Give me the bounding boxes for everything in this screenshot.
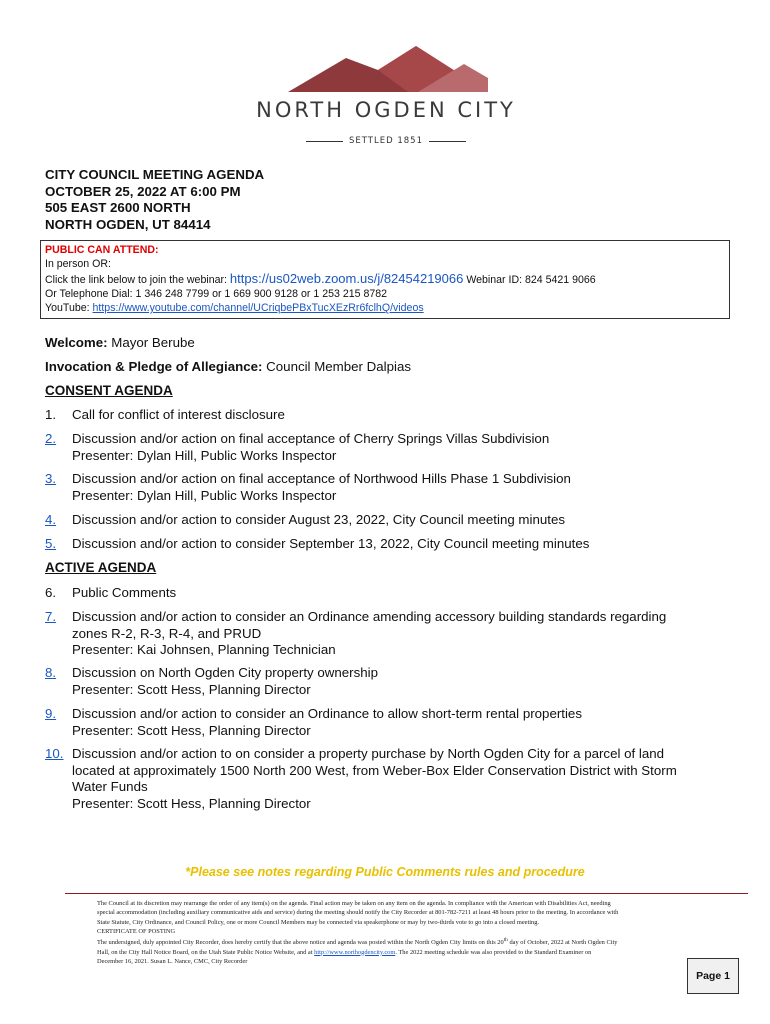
active-agenda-title: ACTIVE AGENDA xyxy=(45,560,157,575)
fine-print-line: December 16, 2021. Susan L. Nance, CMC, City Recorder xyxy=(97,957,248,965)
item-number: 6. xyxy=(45,585,57,600)
webinar-line xyxy=(45,272,725,287)
mountain-logo-icon xyxy=(288,44,488,94)
public-comments-note: *Please see notes regarding Public Comments rules and procedure xyxy=(185,865,585,879)
address-line-2: NORTH OGDEN, UT 84414 xyxy=(45,216,211,232)
settled-row xyxy=(306,133,466,149)
divider xyxy=(429,141,466,142)
webinar-id: Webinar ID: 824 5421 9066 xyxy=(466,273,596,286)
item-text: located at approximately 1500 North 200 West, from Weber-Box Elder Conservation District with Storm xyxy=(72,762,677,778)
item-text: Discussion and/or action to consider September 13, 2022, City Council meeting minutes xyxy=(72,536,590,551)
youtube-line xyxy=(45,301,725,315)
invocation-value: Council Member Dalpias xyxy=(266,359,412,374)
item-number-link[interactable]: 2. xyxy=(45,431,57,446)
consent-agenda-title: CONSENT AGENDA xyxy=(45,383,173,398)
telephone-text: Or Telephone Dial: 1 346 248 7799 or 1 669 900 9128 or 1 253 215 8782 xyxy=(45,287,388,300)
item-text: Discussion and/or action to consider August 23, 2022, City Council meeting minutes xyxy=(72,512,565,527)
public-can-attend: PUBLIC CAN ATTEND: xyxy=(45,244,159,256)
meeting-date: OCTOBER 25, 2022 AT 6:00 PM xyxy=(45,183,241,199)
item-presenter: Presenter: Scott Hess, Planning Director xyxy=(72,722,311,738)
item-number-link[interactable]: 3. xyxy=(45,471,57,486)
fine-print xyxy=(97,899,667,966)
item-text: Discussion and/or action to on consider a property purchase by North Ogden City for a parcel of land xyxy=(72,746,665,761)
footer-divider xyxy=(65,893,748,894)
item-presenter: Presenter: Kai Johnsen, Planning Technician xyxy=(72,642,336,657)
item-text: zones R-2, R-3, R-4, and PRUD xyxy=(72,625,262,641)
item-presenter: Presenter: Dylan Hill, Public Works Inspector xyxy=(72,447,337,463)
item-text: Discussion on North Ogden City property ownership xyxy=(72,665,378,680)
item-number-link[interactable]: 8. xyxy=(45,665,57,680)
fine-print-line: State Statute, City Ordinance, and Council Policy, one or more Council Members may be connected via speakerphone or may by two-thirds vote to go into a closed meeting. xyxy=(97,918,540,926)
item-number-link[interactable]: 7. xyxy=(45,609,57,624)
item-number-link[interactable]: 10. xyxy=(45,746,64,761)
fine-print-line: The Council at its discretion may rearrange the order of any item(s) on the agenda. Final action may be taken on any item on the agenda. In compliance with the American with Disabilities Act, needing xyxy=(97,900,611,907)
fine-print-text: day of October, 2022 at North Ogden City xyxy=(509,939,618,947)
fine-print-text: Hall, on the City Hall Notice Board, on the Utah State Public Notice Website, and at xyxy=(97,948,313,956)
webinar-prefix: Click the link below to join the webinar: xyxy=(45,273,227,286)
item-text: Discussion and/or action to consider an Ordinance amending accessory building standards regarding xyxy=(72,609,667,624)
item-number: 1. xyxy=(45,407,57,422)
welcome-label: Welcome: xyxy=(45,335,108,350)
youtube-link[interactable]: https://www.youtube.com/channel/UCriqbePBxTucXEzRr6fclhQ/videos xyxy=(92,302,424,315)
item-text: Discussion and/or action on final acceptance of Cherry Springs Villas Subdivision xyxy=(72,431,550,446)
invocation-label: Invocation & Pledge of Allegiance: xyxy=(45,359,263,374)
welcome-value: Mayor Berube xyxy=(111,335,195,350)
item-presenter: Presenter: Dylan Hill, Public Works Inspector xyxy=(72,487,337,503)
welcome-line xyxy=(45,335,195,352)
fine-print-text: . The 2022 meeting schedule was also provided to the Standard Examiner on xyxy=(395,948,592,956)
city-logo xyxy=(246,40,526,150)
agenda-title: CITY COUNCIL MEETING AGENDA xyxy=(45,167,265,182)
item-text: Call for conflict of interest disclosure xyxy=(72,407,285,422)
item-presenter: Presenter: Scott Hess, Planning Director xyxy=(72,681,311,697)
item-text: Discussion and/or action to consider an Ordinance to allow short-term rental properties xyxy=(72,706,582,721)
attendance-box xyxy=(40,240,730,319)
agenda-heading xyxy=(45,167,264,233)
fine-print-text: The undersigned, duly appointed City Recorder, does hereby certify that the above notice and agenda was posted within the North Ogden City limits on this 20 xyxy=(97,939,504,947)
in-person-text: In person OR: xyxy=(45,258,111,271)
item-number-link[interactable]: 4. xyxy=(45,512,57,527)
city-name: NORTH OGDEN CITY xyxy=(256,98,516,122)
item-text: Water Funds xyxy=(72,779,148,794)
fine-print-line xyxy=(97,948,667,957)
item-text: Public Comments xyxy=(72,585,177,600)
item-number-link[interactable]: 9. xyxy=(45,706,57,721)
item-number-link[interactable]: 5. xyxy=(45,536,57,551)
invocation-line xyxy=(45,359,411,376)
page-number: Page 1 xyxy=(687,958,739,994)
fine-print-sup: th xyxy=(503,937,508,944)
webinar-link[interactable]: https://us02web.zoom.us/j/82454219066 xyxy=(229,270,464,286)
certificate-title: CERTIFICATE OF POSTING xyxy=(97,927,176,935)
item-presenter: Presenter: Scott Hess, Planning Director xyxy=(72,795,311,811)
settled-text: SETTLED 1851 xyxy=(349,136,423,146)
fine-print-line xyxy=(97,936,667,947)
fine-print-line: special accommodation (including auxiliary communicative aids and service) during the meeting should notify the City Recorder at 801-782-7211 at least 48 hours prior to the meeting. In accordance with xyxy=(97,909,619,917)
youtube-prefix: YouTube: xyxy=(45,302,90,315)
address-line-1: 505 EAST 2600 NORTH xyxy=(45,200,191,215)
item-text: Discussion and/or action on final acceptance of Northwood Hills Phase 1 Subdivision xyxy=(72,471,571,486)
city-website-link[interactable]: http://www.northogdencity.com xyxy=(314,948,396,956)
divider xyxy=(306,141,343,142)
